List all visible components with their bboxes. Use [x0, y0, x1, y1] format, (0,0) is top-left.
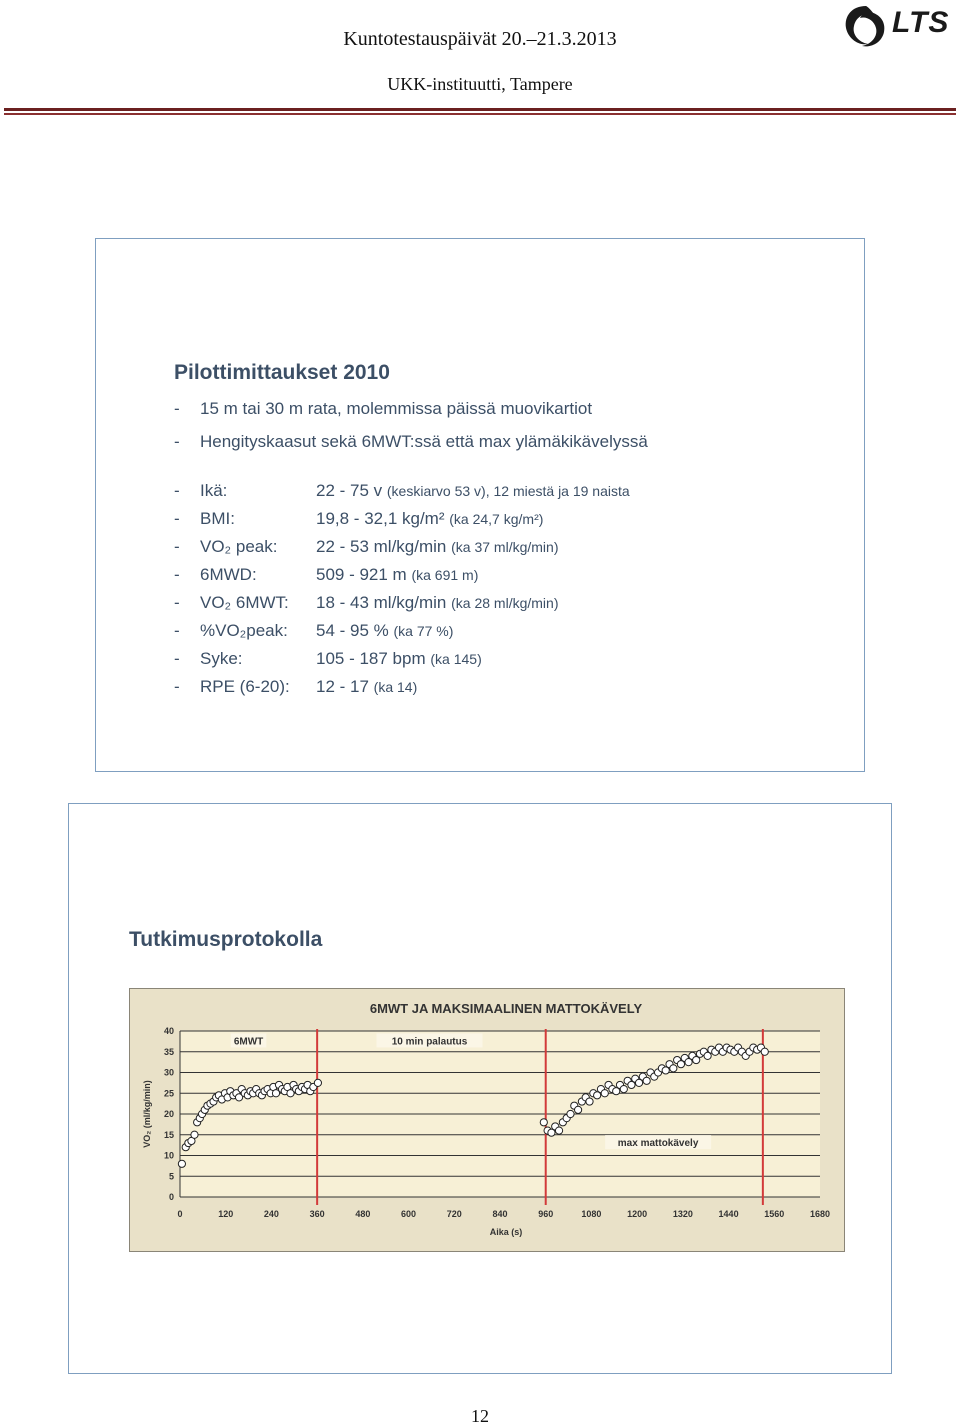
y-tick-label: 0	[168, 1192, 174, 1202]
stat-note: (ka 77 %)	[393, 623, 454, 639]
stat-note: (ka 24,7 kg/m²)	[449, 511, 544, 527]
stat-label: VO₂ peak:	[200, 537, 278, 556]
data-point	[574, 1106, 581, 1113]
y-axis-label: VO₂ (ml/kg/min)	[142, 1080, 152, 1148]
stat-label: 6MWD:	[200, 565, 257, 584]
stat-note: (ka 28 ml/kg/min)	[451, 595, 559, 611]
document-header-title: Kuntotestauspäivät 20.–21.3.2013	[343, 28, 617, 50]
data-point	[178, 1160, 185, 1167]
stat-note: (ka 145)	[430, 651, 482, 667]
x-axis-label: Aika (s)	[489, 1227, 523, 1237]
stat-row: - VO₂ 6MWT: 18 - 43 ml/kg/min (ka 28 ml/kg/min)	[174, 593, 559, 612]
slide-title: Pilottimittaukset 2010	[174, 361, 390, 384]
bullet-list	[174, 399, 648, 465]
stat-value: 54 - 95 %	[316, 621, 389, 640]
x-tick-label: 1440	[718, 1209, 739, 1219]
annotation-label: 10 min palautus	[391, 1036, 468, 1048]
data-point	[314, 1079, 321, 1086]
stat-row: - RPE (6-20): 12 - 17 (ka 14)	[174, 677, 418, 696]
stats-list	[174, 481, 630, 705]
chart-title: 6MWT JA MAKSIMAALINEN MATTOKÄVELY	[369, 1001, 643, 1016]
stat-row: - BMI: 19,8 - 32,1 kg/m² (ka 24,7 kg/m²)	[174, 509, 544, 528]
x-tick-label: 1320	[672, 1209, 693, 1219]
annotation-label: max mattokävely	[617, 1138, 699, 1150]
y-tick-label: 15	[163, 1129, 174, 1140]
stat-row: - 6MWD: 509 - 921 m (ka 691 m)	[174, 565, 479, 584]
y-tick-label: 35	[163, 1046, 174, 1057]
vo2-chart-svg	[130, 989, 844, 1251]
bullet-text: Hengityskaasut sekä 6MWT:ssä että max ylämäkikävelyssä	[200, 432, 648, 451]
y-tick-label: 5	[168, 1171, 174, 1182]
stat-value: 105 - 187 bpm	[316, 649, 426, 668]
x-tick-label: 360	[309, 1209, 325, 1219]
stat-label: BMI:	[200, 509, 235, 528]
x-tick-label: 960	[538, 1209, 554, 1219]
stat-value: 19,8 - 32,1 kg/m²	[316, 509, 445, 528]
x-tick-label: 1560	[764, 1209, 785, 1219]
stat-value: 22 - 53 ml/kg/min	[316, 537, 447, 556]
document-header-subtitle: UKK-instituutti, Tampere	[387, 74, 573, 94]
x-tick-label: 0	[177, 1209, 183, 1219]
x-tick-label: 1680	[809, 1209, 831, 1219]
data-point	[540, 1119, 547, 1126]
stat-value: 22 - 75 v	[316, 481, 383, 500]
stat-label: Syke:	[200, 649, 243, 668]
stat-note: (ka 691 m)	[411, 567, 479, 583]
lts-logo-text: LTS	[892, 6, 950, 39]
data-point	[555, 1127, 562, 1134]
stat-row: - VO₂ peak: 22 - 53 ml/kg/min (ka 37 ml/kg/min)	[174, 537, 559, 556]
data-point	[586, 1098, 593, 1105]
data-point	[761, 1048, 768, 1055]
x-tick-label: 600	[401, 1209, 417, 1219]
y-tick-label: 30	[163, 1067, 174, 1078]
x-tick-label: 1200	[627, 1209, 648, 1219]
stat-label: VO₂ 6MWT:	[200, 593, 289, 612]
lts-logo-swirl-icon	[840, 2, 892, 50]
bullet-item: - 15 m tai 30 m rata, molemmissa päissä muovikartiot	[174, 399, 593, 418]
y-tick-label: 20	[163, 1109, 174, 1119]
x-tick-label: 1080	[581, 1209, 602, 1219]
bullet-text: 15 m tai 30 m rata, molemmissa päissä muovikartiot	[200, 399, 593, 418]
data-point	[670, 1065, 677, 1072]
x-tick-label: 120	[218, 1209, 234, 1219]
stat-label: %VO₂peak:	[200, 621, 288, 640]
data-point	[620, 1086, 627, 1093]
stat-label: Ikä:	[200, 481, 228, 500]
slide-title: Tutkimusprotokolla	[129, 928, 323, 951]
bullet-item: - Hengityskaasut sekä 6MWT:ssä että max ylämäkikävelyssä	[174, 432, 648, 451]
header-rule	[4, 108, 956, 111]
y-tick-label: 40	[163, 1026, 174, 1036]
header-rule-secondary	[4, 113, 956, 115]
lts-logo	[840, 2, 958, 50]
data-point	[191, 1131, 198, 1138]
data-point	[601, 1090, 608, 1097]
data-point	[643, 1077, 650, 1084]
stat-value: 509 - 921 m	[316, 565, 407, 584]
x-tick-label: 720	[446, 1209, 462, 1219]
slide-pilottimittaukset	[95, 238, 865, 772]
vo2-chart	[129, 988, 845, 1252]
y-tick-label: 10	[163, 1150, 174, 1161]
annotation-label: 6MWT	[233, 1036, 264, 1048]
stat-value: 12 - 17	[316, 677, 369, 696]
stat-row: - Syke: 105 - 187 bpm (ka 145)	[174, 649, 482, 668]
page-number: 12	[471, 1406, 489, 1426]
stat-value: 18 - 43 ml/kg/min	[316, 593, 447, 612]
x-tick-label: 480	[355, 1209, 371, 1219]
x-tick-label: 240	[263, 1209, 279, 1219]
stat-note: (keskiarvo 53 v), 12 miestä ja 19 naista	[386, 483, 630, 499]
data-point	[567, 1110, 574, 1117]
slide-tutkimusprotokolla	[68, 803, 892, 1374]
stat-note: (ka 14)	[373, 679, 418, 695]
stat-label: RPE (6-20):	[200, 677, 290, 696]
stat-row: - %VO₂peak: 54 - 95 % (ka 77 %)	[174, 621, 454, 640]
x-tick-label: 840	[492, 1209, 508, 1219]
y-tick-label: 25	[163, 1088, 174, 1099]
stat-note: (ka 37 ml/kg/min)	[451, 539, 559, 555]
stat-row: - Ikä: 22 - 75 v (keskiarvo 53 v), 12 miestä ja 19 naista	[174, 481, 630, 500]
